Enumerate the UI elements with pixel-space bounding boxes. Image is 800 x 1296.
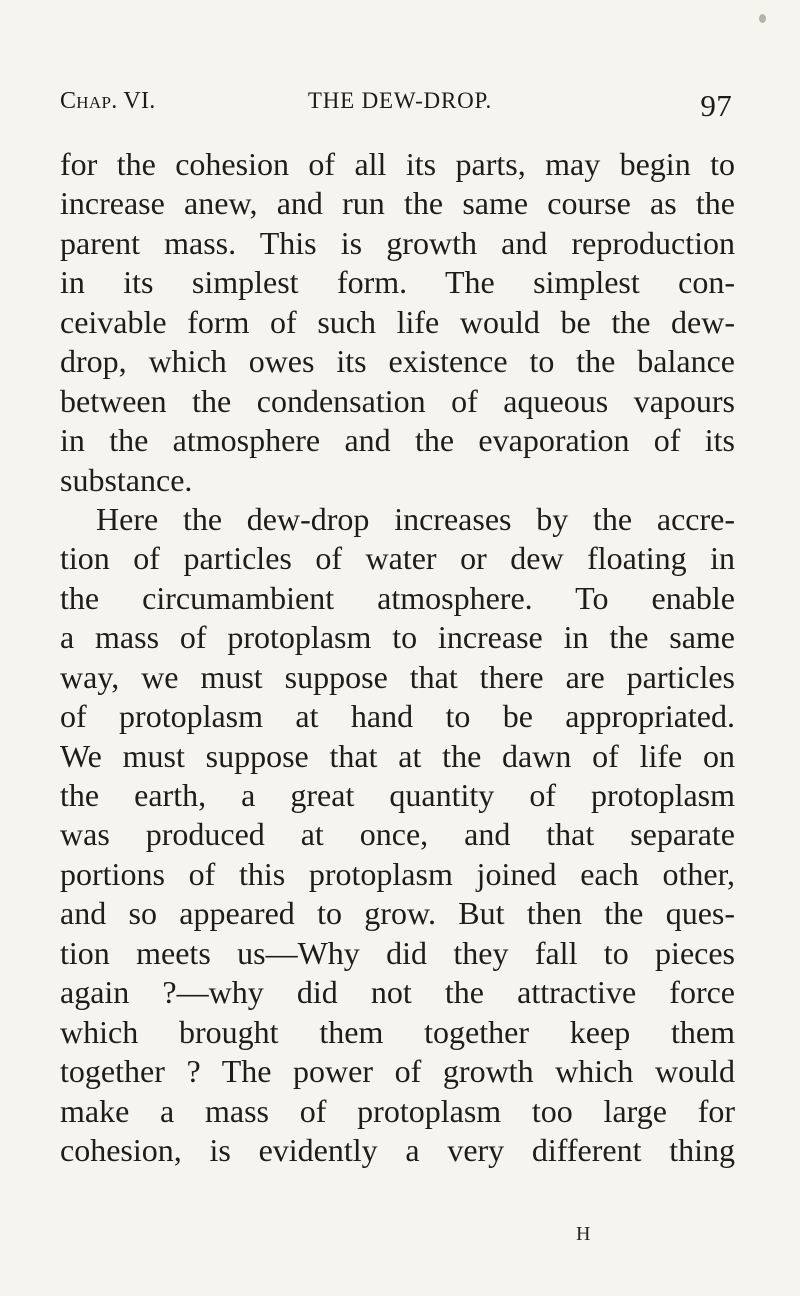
text-line: way, we must suppose that there are particles	[60, 658, 735, 695]
text-line: We must suppose that at the dawn of life on	[60, 737, 735, 774]
text-line: cohesion, is evidently a very different thing	[60, 1131, 735, 1168]
text-line: the earth, a great quantity of protoplasm	[60, 777, 735, 813]
text-line: was produced at once, and that separate	[60, 816, 735, 853]
text-line: tion of particles of water or dew floating in	[60, 540, 735, 577]
running-header	[60, 88, 740, 122]
text-line: between the condensation of aqueous vapours	[60, 382, 735, 419]
text-line: in the atmosphere and the evaporation of its	[60, 422, 735, 459]
text-line: ceivable form of such life would be the dew-	[60, 303, 735, 340]
page-number: 97	[700, 88, 732, 123]
text-line: drop, which owes its existence to the balance	[60, 343, 735, 380]
text-line: a mass of protoplasm to increase in the same	[60, 619, 735, 656]
signature-mark: H	[576, 1223, 591, 1245]
text-line: again ?—why did not the attractive force	[60, 974, 735, 1011]
text-line: in its simplest form. The simplest con-	[60, 264, 735, 301]
chapter-label: Chap. VI.	[60, 88, 156, 114]
text-line: increase anew, and run the same course as the	[60, 185, 735, 222]
text-line: tion meets us—Why did they fall to pieces	[60, 934, 735, 971]
body-text	[60, 145, 735, 1170]
text-line: together ? The power of growth which would	[60, 1053, 735, 1090]
page-blemish	[759, 14, 766, 23]
text-line: parent mass. This is growth and reproduction	[60, 224, 735, 261]
text-line: of protoplasm at hand to be appropriated.	[60, 698, 735, 735]
text-line: which brought them together keep them	[60, 1013, 735, 1050]
running-title: THE DEW-DROP.	[307, 88, 493, 113]
text-line: substance.	[60, 461, 193, 498]
text-line: for the cohesion of all its parts, may begin to	[60, 146, 735, 182]
text-line: the circumambient atmosphere. To enable	[60, 579, 735, 616]
text-line: make a mass of protoplasm too large for	[60, 1092, 735, 1129]
paragraph-first-line: Here the dew-drop increases by the accre-	[96, 500, 735, 537]
text-line: portions of this protoplasm joined each other,	[60, 855, 735, 892]
text-line: and so appeared to grow. But then the ques-	[60, 895, 735, 932]
